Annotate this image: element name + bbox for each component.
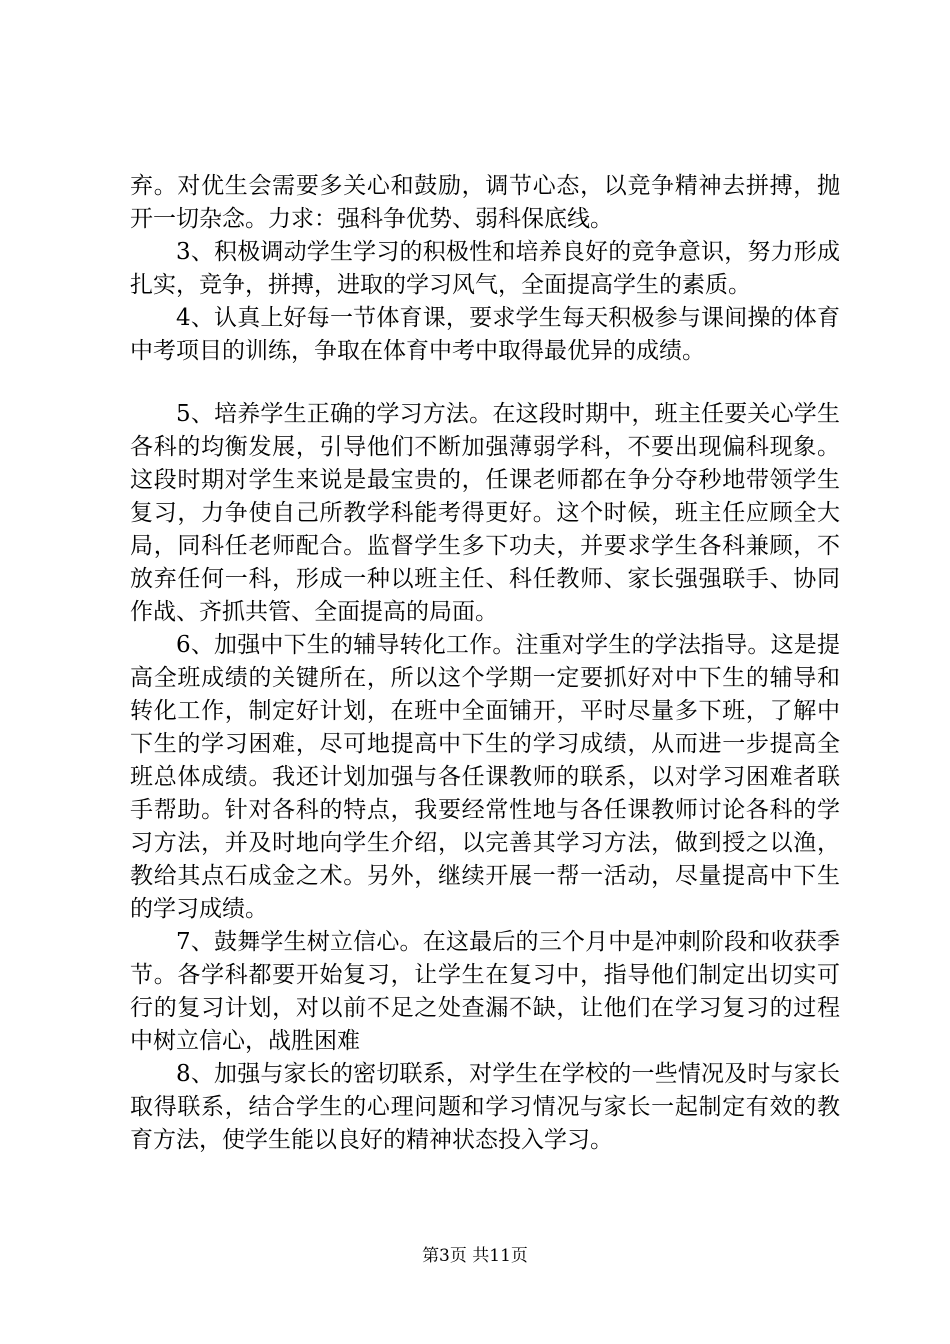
page-number: 第3页 共11页: [422, 1246, 528, 1266]
paragraph-item-4: 4、认真上好每一节体育课，要求学生每天积极参与课间操的体育中考项目的训练，争取在体育中考中取得最优异的成绩。: [130, 305, 840, 364]
document-body: [130, 170, 840, 1157]
paragraph-item-8: 8、加强与家长的密切联系，对学生在学校的一些情况及时与家长取得联系，结合学生的心理问题和学习情况与家长一起制定有效的教育方法，使学生能以良好的精神状态投入学习。: [130, 1061, 840, 1153]
paragraph-continuation: 弃。对优生会需要多关心和鼓励，调节心态，以竞争精神去拼搏，抛开一切杂念。力求：强科争优势、弱科保底线。: [130, 173, 840, 232]
paragraph-item-5: 5、培养学生正确的学习方法。在这段时期中，班主任要关心学生各科的均衡发展，引导他们不断加强薄弱学科，不要出现偏科现象。这段时期对学生来说是最宝贵的，任课老师都在争分夺秒地带领学生复习，力争使自己所教学科能考得更好。这个时候，班主任应顾全大局，同科任老师配合。监督学生多下功夫，并要求学生各科兼顾，不放弃任何一科，形成一种以班主任、科任教师、家长强强联手、协同作战、齐抓共管、全面提高的局面。: [130, 401, 840, 625]
paragraph-item-7: 7、鼓舞学生树立信心。在这最后的三个月中是冲刺阶段和收获季节。各学科都要开始复习，让学生在复习中，指导他们制定出切实可行的复习计划，对以前不足之处查漏不缺，让他们在学习复习的过程中树立信心，战胜困难: [130, 929, 840, 1054]
paragraph-item-3: 3、积极调动学生学习的积极性和培养良好的竞争意识，努力形成扎实，竞争，拼搏，进取的学习风气，全面提高学生的素质。: [130, 239, 840, 298]
paragraph-item-6: 6、加强中下生的辅导转化工作。注重对学生的学法指导。这是提高全班成绩的关键所在，所以这个学期一定要抓好对中下生的辅导和转化工作，制定好计划，在班中全面铺开，平时尽量多下班，了解中下生的学习困难，尽可地提高中下生的学习成绩，从而进一步提高全班总体成绩。我还计划加强与各任课教师的联系，以对学习困难者联手帮助。针对各科的特点，我要经常性地与各任课教师讨论各科的学习方法，并及时地向学生介绍，以完善其学习方法，做到授之以渔，教给其点石成金之术。另外，继续开展一帮一活动，尽量提高中下生的学习成绩。: [130, 632, 840, 922]
page-footer: [0, 1244, 950, 1268]
